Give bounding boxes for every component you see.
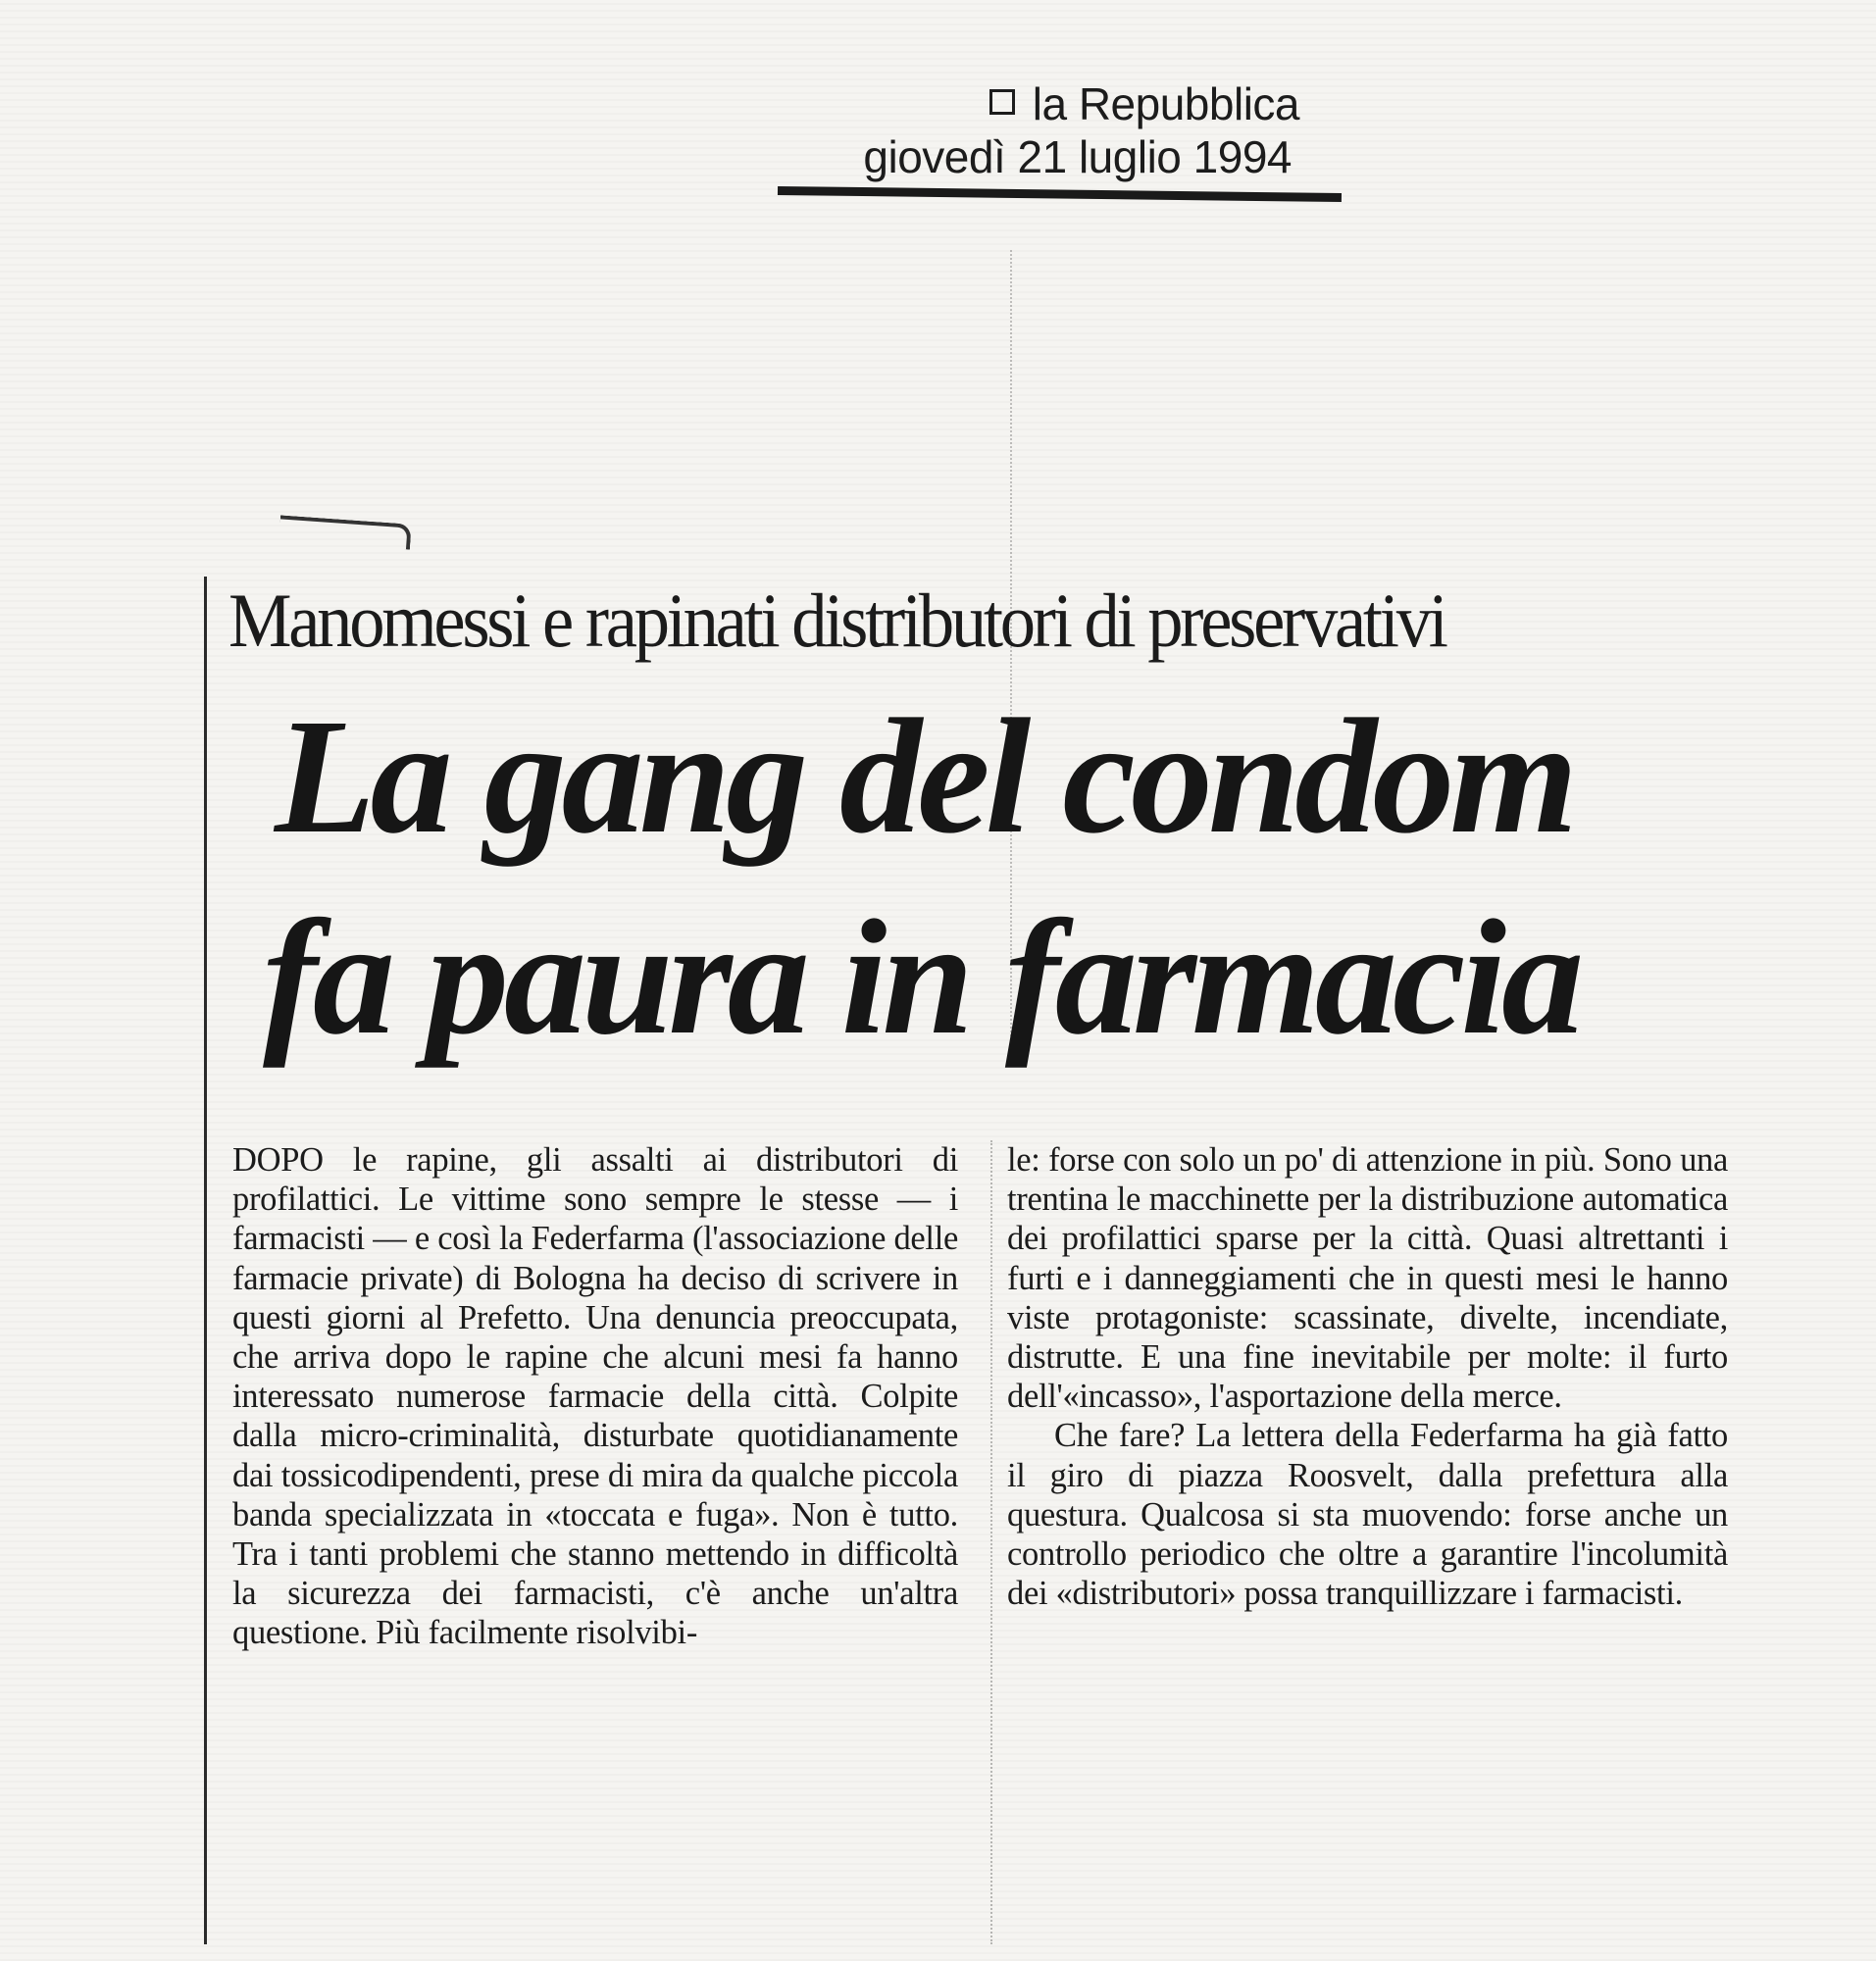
- publication-date: giovedì 21 luglio 1994: [863, 131, 1292, 182]
- left-column-rule: [204, 577, 207, 1944]
- paper-clip-mark: [279, 515, 411, 549]
- article-paragraph: DOPO le rapine, gli assalti ai distributori di profilattici. Le vittime sono sempre le stesse — i farmacisti — e così la Federfarma (l'associazione delle farmacie private) di Bologna ha deciso di scrivere in questi giorni al Prefetto. Una denuncia preoccupata, che arriva dopo le rapine che alcuni mesi fa hanno interessato numerose farmacie della città. Colpite dalla micro-criminalità, disturbate quotidianamente dai tossicodipendenti, prese di mira da qualche piccola banda specializzata in «toccata e fuga». Non è tutto. Tra i tanti problemi che stanno mettendo in difficoltà la sicurezza dei farmacisti, c'è anche un'altra questione. Più facilmente risolvibi-: [232, 1141, 958, 1652]
- column-divider: [990, 1140, 992, 1944]
- article-headline: [233, 677, 1724, 1079]
- publication-line: [829, 76, 1339, 131]
- square-icon: [989, 89, 1015, 115]
- article-column-right: [1007, 1140, 1728, 1613]
- article-paragraph: Che fare? La lettera della Federfarma ha già fatto il giro di piazza Roosvelt, dalla prefettura alla questura. Qualcosa si sta muovendo: forse anche un controllo periodico che oltre a garantire l'incolumità dei «distributori» possa tranquillizzare i farmacisti.: [1007, 1417, 1728, 1613]
- masthead: [829, 76, 1339, 182]
- publication-name: la Repubblica: [1032, 78, 1299, 129]
- headline-line-2: fa paura in farmacia: [263, 886, 1580, 1069]
- article-kicker: Manomessi e rapinati distributori di preservativi: [228, 578, 1445, 663]
- article-column-left: [232, 1140, 958, 1653]
- article-paragraph: le: forse con solo un po' di attenzione in più. Sono una trentina le macchinette per la distribuzione automatica dei profilattici sparse per la città. Quasi altrettanti i furti e i danneggiamenti che in questi mesi le hanno viste protagoniste: scassinate, divelte, incendiate, distrutte. E una fine inevitabile per molte: il furto dell'«incasso», l'asportazione della merce.: [1007, 1141, 1728, 1416]
- masthead-rule: [778, 186, 1342, 202]
- headline-line-1: La gang del condom: [275, 685, 1573, 868]
